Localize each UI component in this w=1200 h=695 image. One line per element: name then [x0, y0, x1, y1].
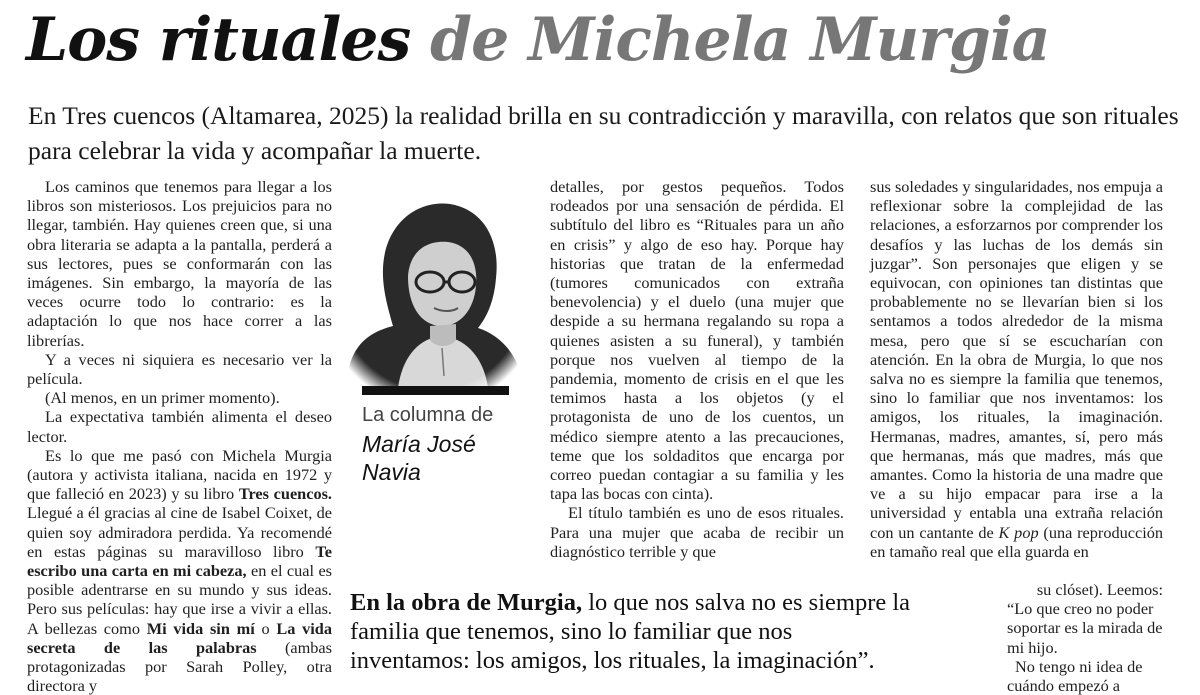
paragraph: El título también es uno de esos rituales. Para una mujer que acaba de recibir un diagnóstico terrible y que: [550, 503, 844, 561]
text-run: Llegué a él gracias al cine de Isabel Coixet, de quien soy admiradora perdida. Ya recomendé en estas páginas su maravilloso libro: [27, 503, 332, 561]
byline-rule: [362, 386, 509, 395]
text-run: (una reproducción en tamaño real que ella guarda en: [870, 522, 1163, 561]
byline-intro: La columna de: [362, 404, 494, 426]
quote: No tengo ni idea de cuándo empezó a: [1007, 656, 1143, 695]
genre-term: K pop: [998, 522, 1039, 542]
pull-quote: [350, 588, 1000, 675]
column-3: [870, 177, 1163, 597]
paragraph: [870, 177, 1163, 561]
deck-subtitle: En Tres cuencos (Altamarea, 2025) la realidad brilla en su contradicción y maravilla, con relatos que son rituales para celebrar la vida y acompañar la muerte.: [28, 101, 1179, 165]
headline: [26, 0, 1050, 80]
text-run: o: [254, 618, 277, 638]
film-title: Mi vida sin mí: [146, 618, 255, 638]
column-2: [550, 177, 844, 572]
author-photo: [338, 198, 526, 398]
text-run: Es lo que me pasó con Michela Murgia (autora y activista italiana, nacida en 1972 y que falleció en 2023) y su libro: [27, 445, 332, 504]
text-run: en el cual es posible adentrarse en su mundo y sus ideas. Pero sus películas: hay que irse a vivir a ellas. A bellezas como: [27, 561, 333, 638]
author-name: [362, 430, 532, 486]
headline-dark: Los rituales: [26, 5, 411, 75]
column-1: [27, 177, 333, 695]
film-title: La vida secreta de las palabras: [27, 618, 333, 657]
pull-quote-line: familia que tenemos, sino lo familiar que nos: [350, 618, 793, 645]
quote: “Lo que creo no poder soportar es la mirada de mi hijo.: [1007, 599, 1163, 657]
author-name-line: María José: [362, 431, 476, 457]
paragraph: detalles, por gestos pequeños. Todos rodeados por una sensación de pérdida. El subtítulo del libro es “Rituales para un año en crisis” y algo de eso hay. Porque hay historias que tratan de la enfermedad (tumores comunicados con extraña benevolencia) y el duelo (una mujer que despide a su hermana regalando su ropa a quienes asisten a su funeral), y también porque nos vuelven al tiempo de la pandemia, momento de crisis en el que les temimos hasta a los objetos (y el protagonista de uno de los cuentos, un médico siempre atento a las precauciones, teme que los soldaditos que encarga por correo puedan contagiar a su familia y les tapa las bocas con cinta).: [550, 177, 844, 504]
paragraph: Y a veces ni siquiera es necesario ver la película.: [27, 349, 332, 389]
pull-quote-lead: En la obra de Murgia,: [350, 589, 583, 616]
headline-gray: de Michela Murgia: [430, 5, 1050, 75]
text-run: (ambas protagonizadas por Sarah Polley, otra directora y: [27, 637, 332, 695]
pull-quote-text: lo que nos salva no es siempre la: [582, 589, 911, 616]
pull-quote-line: inventamos: los amigos, los rituales, la imaginación”.: [350, 647, 875, 674]
book-title: Tres cuencos.: [238, 484, 332, 504]
paragraph: su clóset). Leemos:: [1036, 580, 1163, 599]
paragraph: (Al menos, en un primer momento).: [45, 388, 280, 408]
book-title: Te escribo una carta en mi cabeza,: [27, 541, 332, 581]
column-3-continuation: [1007, 580, 1163, 695]
paragraph: La expectativa también alimenta el deseo lector.: [27, 407, 332, 446]
text-run: sus soledades y singularidades, nos empuja a reflexionar sobre la complejidad de las relaciones, a esforzarnos por comprender los desafíos y las luchas de los demás sin juzgar”. Son personajes que eligen y se equivocan, con opiniones tan distintas que probablemente no se llevarían bien si los sentamos a todos alrededor de la misma mesa, pero que sí se escucharían con atención. En la obra de Murgia, lo que nos salva no es siempre la familia que tenemos, sino lo familiar que nos inventamos: los amigos, los rituales, la imaginación. Hermanas, madres, amantes, sí, pero más que hermanas, más que madres, más que amantes. Como la historia de una madre que ve a su hijo empacar para irse a la universidad y entabla una extraña relación con un cantante de: [870, 177, 1163, 542]
paragraph: Los caminos que tenemos para llegar a los libros son misteriosos. Los prejuicios para no llegar, también. Hay quienes creen que, si una obra literaria se adapta a la pantalla, perderá a sus lectores, pues se conformarán con las imágenes. Sin embargo, la mayoría de las veces ocurre todo lo contrario: es la adaptación lo que nos hace correr a las librerías.: [27, 177, 332, 350]
paragraph: [27, 446, 332, 695]
author-name-line: Navia: [362, 459, 421, 485]
